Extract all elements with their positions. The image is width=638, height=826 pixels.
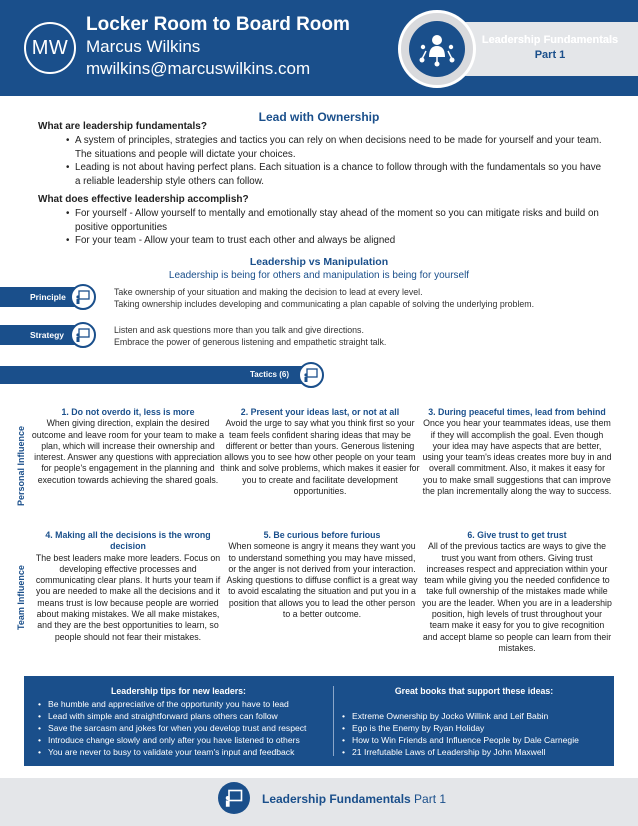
tactic-5 bbox=[224, 530, 420, 620]
list-item: • Lead with simple and straightforward plans others can follow bbox=[38, 710, 306, 722]
tactic-title: 6. Give trust to get trust bbox=[467, 530, 567, 540]
tips-divider bbox=[333, 686, 334, 756]
principle-text bbox=[114, 286, 614, 310]
tactic-title: 5. Be curious before furious bbox=[263, 530, 381, 540]
footer-title: Leadership Fundamentals bbox=[262, 792, 411, 806]
strategy-line: Embrace the power of generous listening and empathetic straight talk. bbox=[114, 337, 387, 347]
tips-box bbox=[24, 676, 614, 766]
header-text bbox=[86, 14, 350, 80]
list-item: • Introduce change slowly and only after you have listened to others bbox=[38, 734, 306, 746]
tactic-body: The best leaders make more leaders. Focus on developing effective processes and communicating clear plans. It hurts your team if you are needed to make all the decisions and it means trust is low because people are worried about making mistakes. We all make mistakes, and they are the best opportunities to learn, so people should not fear their mistakes. bbox=[35, 552, 221, 642]
badge-line2: Part 1 bbox=[534, 49, 566, 61]
strategy-line: Listen and ask questions more than you talk and give directions. bbox=[114, 325, 364, 335]
tactic-3 bbox=[422, 407, 612, 497]
tactic-body: When giving direction, explain the desired outcome and leave room for your team to make a plan, which will increase their ownership and interest. Answer any questions with appreciation for people's engagement in the planning and execution towards achieving the shared goals. bbox=[31, 418, 225, 485]
list-item: • Extreme Ownership by Jocko Willink and Leif Babin bbox=[342, 710, 579, 722]
badge-icon-wrap bbox=[398, 10, 476, 88]
presentation-icon bbox=[70, 322, 96, 348]
tactic-6 bbox=[422, 530, 612, 654]
principle-tag: Principle bbox=[0, 287, 82, 307]
vs-subtitle: Leadership is being for others and manipulation is being for yourself bbox=[168, 270, 470, 281]
list-item: • Ego is the Enemy by Ryan Holiday bbox=[342, 722, 579, 734]
tactic-4 bbox=[30, 530, 226, 643]
list-item: • Be humble and appreciative of the opportunity you have to lead bbox=[38, 698, 306, 710]
tactic-body: All of the previous tactics are ways to give the trust you want from others. Giving trust increases respect and appreciation within your team while giving you the needed confidence to take full ownership of the mistakes made while you are the leader. When you are in a leadership position, high levels of trust throughout your team make it easy for you to give recognition and accept blame so people can learn from their mistakes. bbox=[422, 541, 612, 653]
tips-right-list bbox=[342, 710, 579, 758]
strategy-text bbox=[114, 324, 614, 348]
personal-influence-label: Personal Influence bbox=[16, 425, 26, 506]
tactic-1 bbox=[30, 407, 226, 486]
tactic-title: 1. Do not overdo it, less is more bbox=[61, 407, 195, 417]
intro-title: Lead with Ownership bbox=[258, 110, 380, 124]
tactic-body: Avoid the urge to say what you think first so your team feels confident sharing ideas that may be different or better than yours. Generous listening allows you to see how other people on your team think and solve problems, which makes it easier for you to create and facilitate development opportunities. bbox=[220, 418, 420, 497]
tactic-title: 4. Making all the decisions is the wrong decision bbox=[45, 530, 211, 552]
list-item: • Leading is not about having perfect plans. Each situation is a chance to follow through with the fundamentals so you have a reliable leadership style others can follow. bbox=[66, 161, 606, 188]
principle-line: Take ownership of your situation and making the decision to lead at every level. bbox=[114, 287, 423, 297]
badge-text bbox=[470, 34, 630, 61]
question-2: What does effective leadership accomplish? bbox=[38, 194, 249, 205]
team-influence-label: Team Influence bbox=[16, 565, 26, 630]
header-title: Locker Room to Board Room bbox=[86, 14, 350, 35]
tactics-label: Tactics (6) bbox=[250, 370, 289, 379]
principle-line: Taking ownership includes developing and communicating a plan capable of solving the underlying problem. bbox=[114, 299, 535, 309]
author-email[interactable]: mwilkins@marcuswilkins.com bbox=[86, 59, 311, 78]
list-item: • You are never to busy to validate your team's input and feedback bbox=[38, 746, 306, 758]
footer-text bbox=[262, 792, 446, 806]
tactic-title: 3. During peaceful times, lead from behind bbox=[428, 407, 606, 417]
presentation-icon bbox=[298, 362, 324, 388]
footer-part: Part 1 bbox=[414, 792, 447, 806]
tactic-2 bbox=[220, 407, 420, 497]
tips-left-list bbox=[38, 698, 306, 758]
list-item: • For yourself - Allow yourself to mentally and emotionally stay ahead of the moment so you can mitigate risks and build on positive opportunities bbox=[66, 207, 606, 234]
tips-left-title: Leadership tips for new leaders: bbox=[111, 686, 246, 696]
list-item: • How to Win Friends and Influence People by Dale Carnegie bbox=[342, 734, 579, 746]
tactic-body: When someone is angry it means they want you to understand something you may have missed, or the anger is not derived from your interaction. Asking questions to diffuse conflict is a great way to avoid escalating the situation and put you in a position that allows you to lead the other person to a better outcome. bbox=[226, 541, 418, 620]
badge-line1: Leadership Fundamentals bbox=[481, 34, 619, 46]
tactic-title: 2. Present your ideas last, or not at all bbox=[240, 407, 400, 417]
question-1: What are leadership fundamentals? bbox=[38, 121, 207, 132]
vs-title: Leadership vs Manipulation bbox=[249, 256, 389, 268]
mw-logo: MW bbox=[24, 22, 76, 74]
list-item: • For your team - Allow your team to trust each other and always be aligned bbox=[66, 234, 606, 248]
list-item: • Save the sarcasm and jokes for when you develop trust and respect bbox=[38, 722, 306, 734]
presentation-icon bbox=[70, 284, 96, 310]
network-people-icon bbox=[409, 21, 465, 77]
question-2-bullets bbox=[66, 207, 606, 248]
tips-right-title: Great books that support these ideas: bbox=[394, 686, 554, 696]
tactic-body: Once you hear your teammates ideas, use them if they will accomplish the goal. Even though your idea may have aspects that are better, using your team's ideas creates more buy in and overall commitment. Also, it makes it easy for you to make small suggestions that can improve the plan incrementally along the way to success. bbox=[422, 418, 612, 497]
presentation-icon bbox=[218, 782, 250, 814]
list-item: • A system of principles, strategies and tactics you can rely on when decisions need to be made for yourself and your team. The situations and people will dictate your choices. bbox=[66, 134, 606, 161]
strategy-tag: Strategy bbox=[0, 325, 82, 345]
question-1-bullets bbox=[66, 134, 606, 188]
author-name: Marcus Wilkins bbox=[86, 37, 201, 56]
list-item: • 21 Irrefutable Laws of Leadership by John Maxwell bbox=[342, 746, 579, 758]
